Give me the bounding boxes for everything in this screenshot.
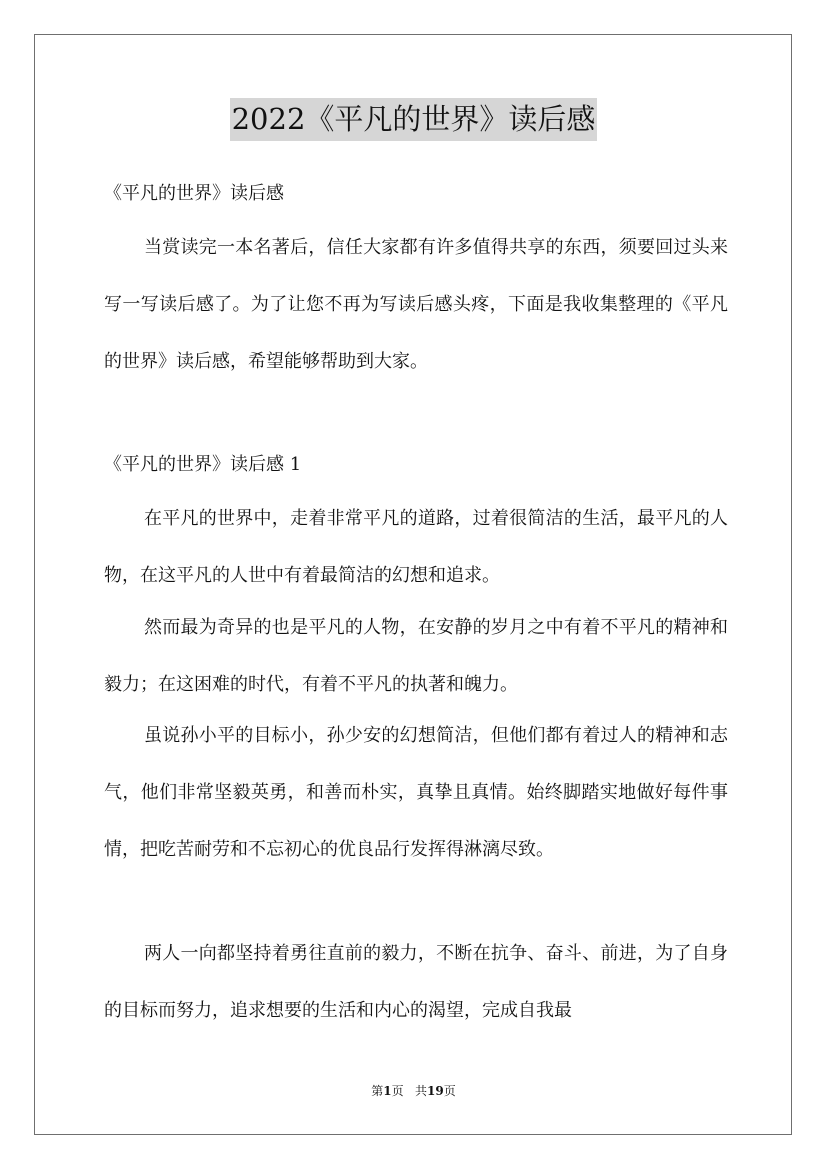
footer-page-number: 1 — [383, 1084, 392, 1098]
body-paragraph-1: 在平凡的世界中，走着非常平凡的道路，过着很简洁的生活，最平凡的人物，在这平凡的人世中有着最简洁的幻想和追求。 — [104, 508, 728, 586]
section-heading: 《平凡的世界》读后感 1 — [104, 454, 302, 475]
intro-heading: 《平凡的世界》读后感 — [104, 183, 284, 204]
body-paragraph-2: 然而最为奇异的也是平凡的人物，在安静的岁月之中有着不平凡的精神和毅力；在这困难的时代，有着不平凡的执著和魄力。 — [104, 617, 728, 695]
footer-prefix: 第 — [371, 1084, 384, 1098]
document-title: 2022《平凡的世界》读后感 — [230, 98, 598, 141]
body-paragraph-4: 两人一向都坚持着勇往直前的毅力，不断在抗争、奋斗、前进，为了自身的目标而努力，追求想要的生活和内心的渴望，完成自我最 — [104, 943, 728, 1021]
footer-suffix: 页 — [443, 1084, 456, 1098]
footer-middle: 页 共 — [391, 1084, 428, 1098]
body-paragraph-3: 虽说孙小平的目标小，孙少安的幻想简洁，但他们都有着过人的精神和志气，他们非常坚毅英勇，和善而朴实，真挚且真情。始终脚踏实地做好每件事情，把吃苦耐劳和不忘初心的优良品行发挥得淋漓尽致。 — [104, 725, 728, 860]
page-footer — [0, 1082, 827, 1100]
title-container — [0, 98, 827, 141]
intro-paragraph: 当赏读完一本名著后，信任大家都有许多值得共享的东西，须要回过头来写一写读后感了。为了让您不再为写读后感头疼，下面是我收集整理的《平凡的世界》读后感，希望能够帮助到大家。 — [104, 237, 728, 372]
footer-total-pages: 19 — [427, 1084, 444, 1098]
